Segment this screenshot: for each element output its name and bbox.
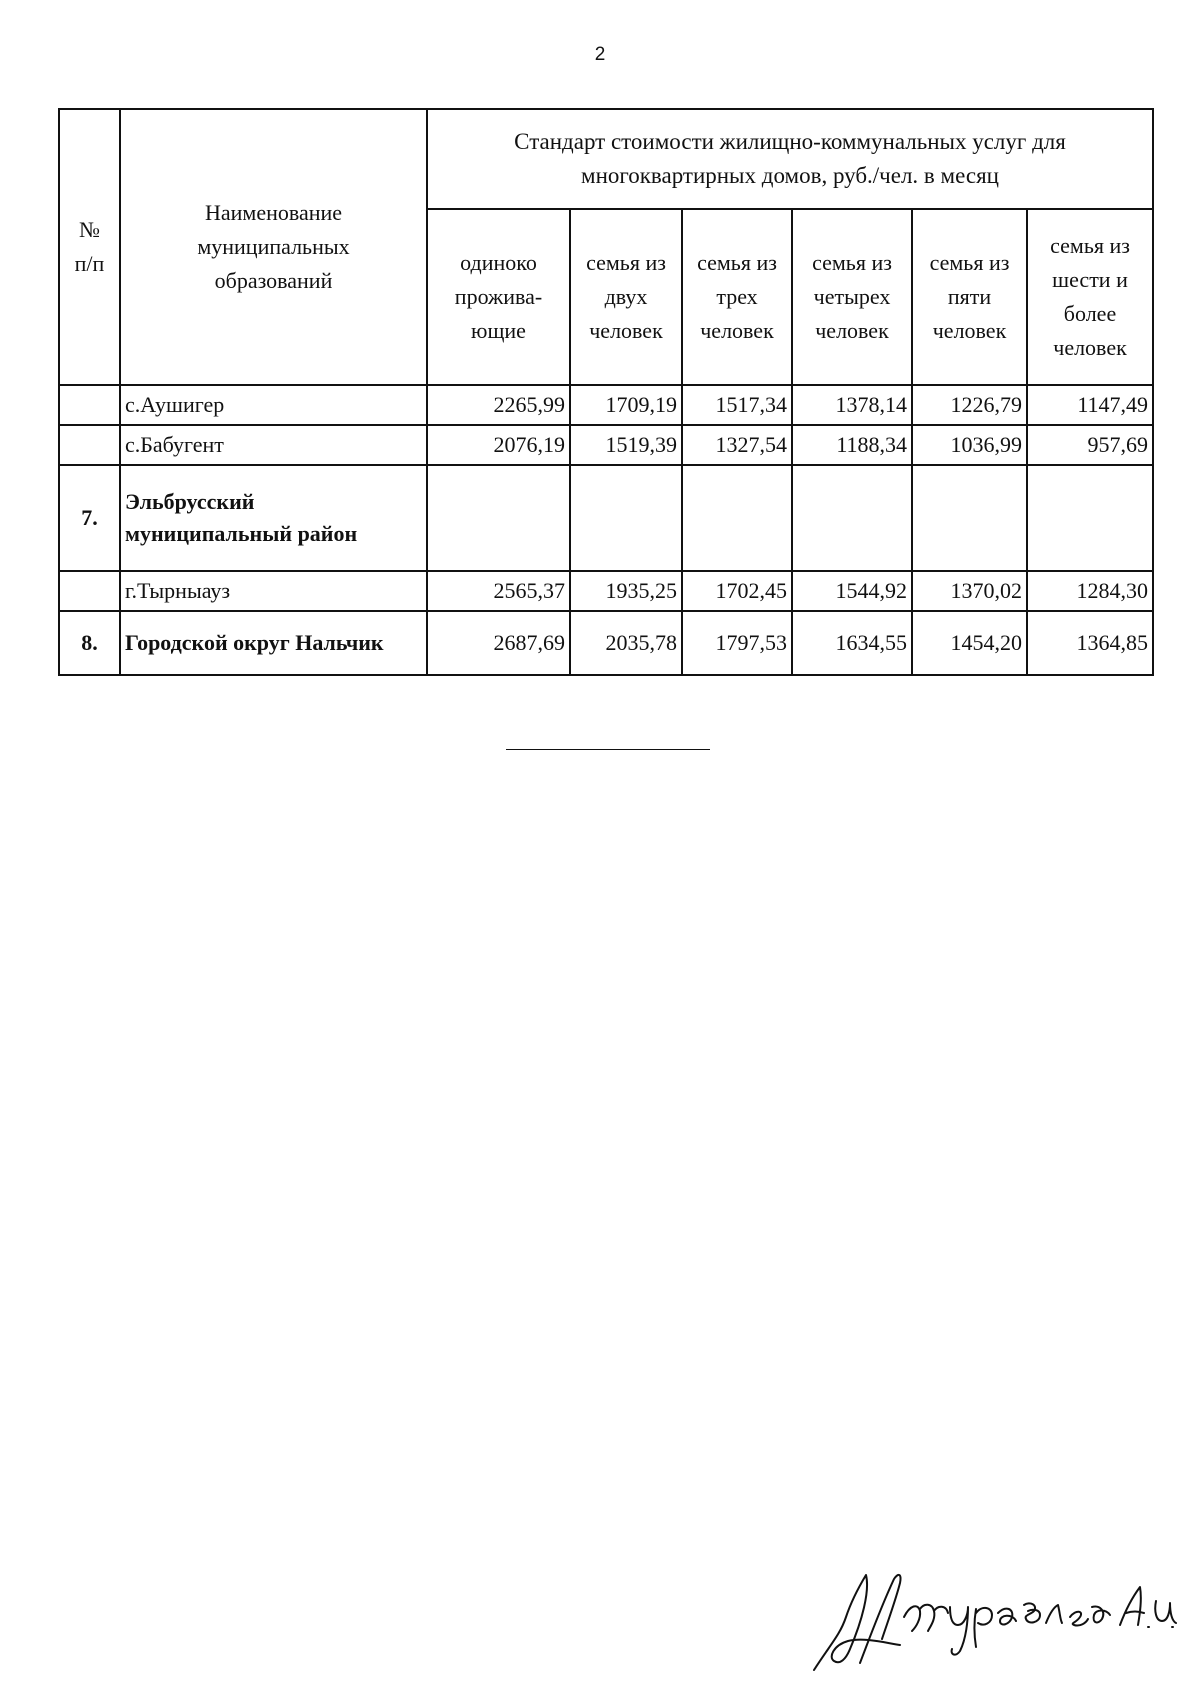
row-value: 1284,30 — [1027, 571, 1153, 611]
header-col-single: одиноко прожива- ющие — [427, 209, 570, 385]
header-num — [59, 109, 120, 385]
row-value: 1709,19 — [570, 385, 682, 425]
row-value: 957,69 — [1027, 425, 1153, 465]
row-value — [427, 465, 570, 571]
row-name: с.Аушигер — [120, 385, 427, 425]
header-col-two-label: семья из двух человек — [586, 250, 666, 343]
row-value: 2265,99 — [427, 385, 570, 425]
table-row-city — [59, 611, 1153, 675]
header-col-five-label: семья из пяти человек — [929, 250, 1010, 343]
row-value: 1188,34 — [792, 425, 912, 465]
row-value — [570, 465, 682, 571]
row-name: г.Тырныауз — [120, 571, 427, 611]
signature — [800, 1565, 1180, 1675]
row-value: 1226,79 — [912, 385, 1027, 425]
row-num: 8. — [59, 611, 120, 675]
closing-rule — [506, 749, 710, 750]
header-col-three — [682, 209, 792, 385]
row-num — [59, 425, 120, 465]
header-group-label: Стандарт стоимости жилищно-коммунальных услуг для многоквартирных домов, руб./чел. в месяц — [514, 129, 1066, 188]
row-num: 7. — [59, 465, 120, 571]
row-value — [792, 465, 912, 571]
row-value: 1147,49 — [1027, 385, 1153, 425]
row-name: Эльбрусский муниципальный район — [120, 465, 427, 571]
row-value: 1364,85 — [1027, 611, 1153, 675]
header-col-three-label: семья из трех человек — [697, 250, 777, 343]
row-value: 2035,78 — [570, 611, 682, 675]
row-value: 2687,69 — [427, 611, 570, 675]
header-num-label: № п/п — [74, 217, 105, 276]
table-row-region — [59, 465, 1153, 571]
header-col-four-label: семья из четырех человек — [812, 250, 892, 343]
row-name: Городской округ Нальчик — [120, 611, 427, 675]
signature-image — [800, 1565, 1180, 1675]
row-value: 2565,37 — [427, 571, 570, 611]
page-number: 2 — [594, 44, 606, 65]
row-value: 1370,02 — [912, 571, 1027, 611]
table-row — [59, 425, 1153, 465]
row-value: 1519,39 — [570, 425, 682, 465]
header-col-five — [912, 209, 1027, 385]
row-value — [912, 465, 1027, 571]
header-group — [427, 109, 1153, 209]
header-col-two — [570, 209, 682, 385]
row-value: 1454,20 — [912, 611, 1027, 675]
row-value: 1634,55 — [792, 611, 912, 675]
header-name — [120, 109, 427, 385]
header-col-six — [1027, 209, 1153, 385]
row-num — [59, 571, 120, 611]
header-col-six-label: семья из шести и более человек — [1050, 233, 1130, 360]
row-value: 1517,34 — [682, 385, 792, 425]
row-value: 1544,92 — [792, 571, 912, 611]
row-value: 1327,54 — [682, 425, 792, 465]
tariff-table — [58, 108, 1154, 676]
row-value — [1027, 465, 1153, 571]
header-col-four — [792, 209, 912, 385]
row-value: 1036,99 — [912, 425, 1027, 465]
row-value — [682, 465, 792, 571]
header-name-label: Наименование муниципальных образований — [197, 200, 350, 293]
row-num — [59, 385, 120, 425]
table-row — [59, 385, 1153, 425]
row-value: 1935,25 — [570, 571, 682, 611]
table-row — [59, 571, 1153, 611]
row-value: 2076,19 — [427, 425, 570, 465]
row-value: 1378,14 — [792, 385, 912, 425]
row-name: с.Бабугент — [120, 425, 427, 465]
row-value: 1797,53 — [682, 611, 792, 675]
row-value: 1702,45 — [682, 571, 792, 611]
